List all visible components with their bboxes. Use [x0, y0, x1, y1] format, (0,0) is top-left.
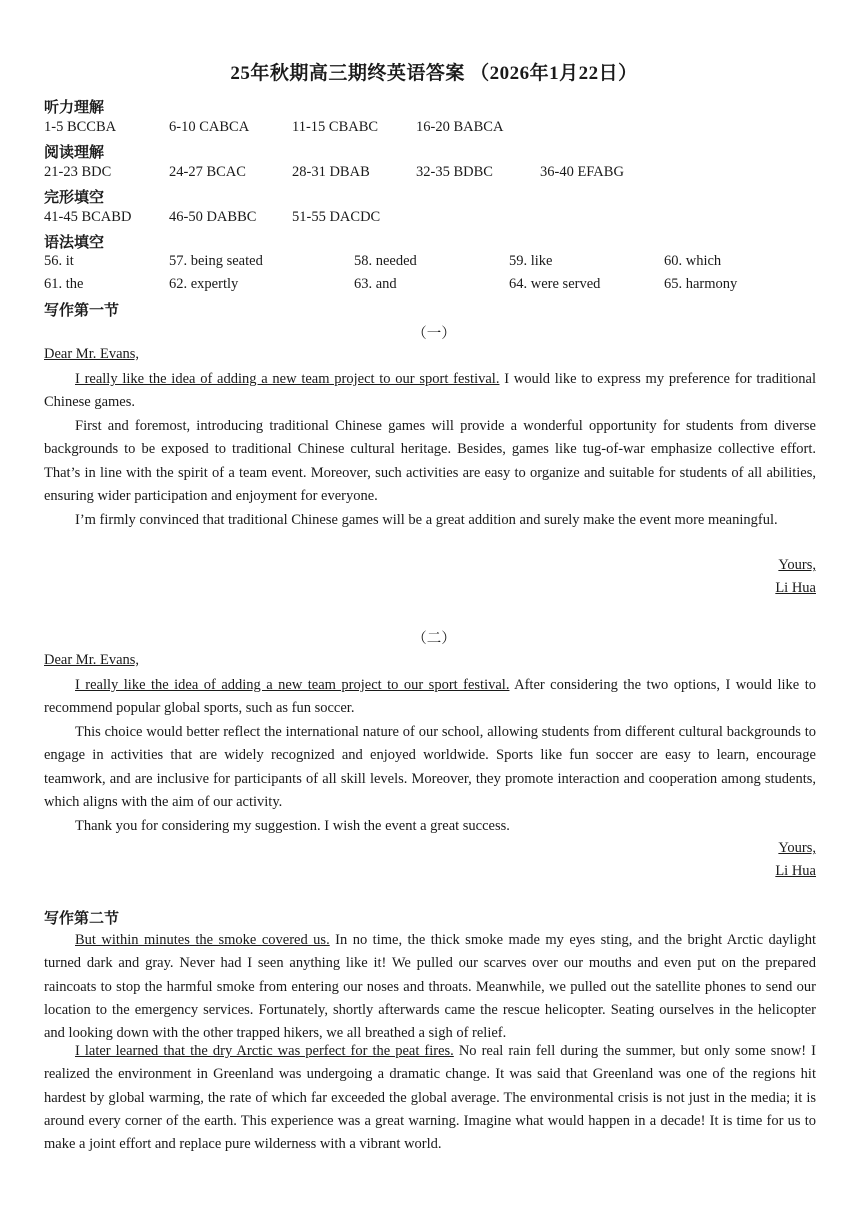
- essay1-greeting: Dear Mr. Evans,: [44, 346, 140, 362]
- writing2-paragraph-1: [44, 929, 816, 1045]
- essay2-greeting: Dear Mr. Evans,: [44, 652, 140, 668]
- essay1-closing: Yours,: [778, 557, 816, 573]
- essay2-signature: Li Hua: [775, 863, 816, 879]
- essay2-closing: Yours,: [778, 840, 816, 856]
- grammar-answer: 57. being seated: [169, 253, 263, 269]
- writing1-heading: 写作第一节: [44, 303, 120, 319]
- grammar-answer: 63. and: [354, 276, 397, 292]
- essay1-paragraph-1: [44, 368, 816, 415]
- cloze-answer: 46-50 DABBC: [169, 209, 257, 225]
- cloze-answer: 51-55 DACDC: [292, 209, 381, 225]
- grammar-heading: 语法填空: [44, 235, 105, 251]
- writing2-paragraph-1-text: In no time, the thick smoke made my eyes sting, and the bright Arctic daylight turned dark and gray. Never had I seen anything like it! We pulled our scarves over our mouths and even put on the prepared raincoats to stop the harmful smoke from entering our noses and throats. Meanwhile, we pulled out the satellite phones to send our location to the emergency services. Fortunately, shortly afterwards came the rescue helicopter. Seating ourselves in the helicopter and looking down with the other trapped hikers, we all breathed a sigh of relief.: [44, 932, 816, 1042]
- writing2-opening-sentence-2: I later learned that the dry Arctic was perfect for the peat fires.: [75, 1043, 454, 1059]
- grammar-answer: 64. were served: [509, 276, 601, 292]
- grammar-answer: 62. expertly: [169, 276, 239, 292]
- reading-heading: 阅读理解: [44, 145, 105, 161]
- cloze-answer: 41-45 BCABD: [44, 209, 132, 225]
- listening-answer: 11-15 CBABC: [292, 119, 379, 135]
- essay2-paragraph-1-text: After considering the two options, I would like to recommend popular global sports, such as fun soccer.: [44, 677, 816, 717]
- essay2-opening-sentence: I really like the idea of adding a new team project to our sport festival.: [75, 677, 510, 693]
- essay1-paragraph-1-text: I would like to express my preference for traditional Chinese games.: [44, 371, 816, 411]
- listening-answer: 1-5 BCCBA: [44, 119, 117, 135]
- listening-heading: 听力理解: [44, 100, 105, 116]
- essay2-marker: （二）: [412, 631, 456, 647]
- essay1-paragraph-3: I’m firmly convinced that traditional Chinese games will be a great addition and surely make the event more meaningful.: [75, 512, 778, 528]
- listening-answer: 6-10 CABCA: [169, 119, 250, 135]
- essay1-signature: Li Hua: [775, 580, 816, 596]
- essay2-paragraph-3: Thank you for considering my suggestion. I wish the event a great success.: [75, 818, 510, 834]
- essay1-marker: （一）: [412, 326, 456, 342]
- listening-answer: 16-20 BABCA: [416, 119, 504, 135]
- reading-answer: 36-40 EFABG: [540, 164, 624, 180]
- writing2-heading: 写作第二节: [44, 911, 120, 927]
- grammar-answer: 56. it: [44, 253, 74, 269]
- grammar-answer: 65. harmony: [664, 276, 738, 292]
- grammar-answer: 58. needed: [354, 253, 417, 269]
- essay1-paragraph-2: First and foremost, introducing traditional Chinese games will provide a wonderful opportunity for students from diverse backgrounds to be exposed to traditional Chinese cultural heritage. Besides, games like tug-of-war emphasize collective effort. That’s in line with the spirit of a team event. Moreover, such activities are easy to organize and suitable for students of all abilities, ensuring wider participation and enjoyment for everyone.: [44, 418, 816, 504]
- reading-answer: 32-35 BDBC: [416, 164, 493, 180]
- reading-answer: 21-23 BDC: [44, 164, 112, 180]
- grammar-answer: 61. the: [44, 276, 84, 292]
- essay2-paragraph-2: This choice would better reflect the international nature of our school, allowing students from different cultural backgrounds to engage in activities that are widely recognized and enjoyed worldwide. Sports like fun soccer are easy to learn, encourage teamwork, and are inclusive for participants of all skill levels. Moreover, they promote interaction and cooperation among students, which aligns with the aim of our activity.: [44, 724, 816, 810]
- grammar-answer: 59. like: [509, 253, 553, 269]
- page-title: 25年秋期高三期终英语答案 （2026年1月22日）: [230, 63, 638, 84]
- essay1-opening-sentence: I really like the idea of adding a new team project to our sport festival.: [75, 371, 500, 387]
- writing2-opening-sentence-1: But within minutes the smoke covered us.: [75, 932, 330, 948]
- cloze-heading: 完形填空: [44, 190, 105, 206]
- essay2-paragraph-1: [44, 674, 816, 721]
- grammar-answer: 60. which: [664, 253, 722, 269]
- reading-answer: 24-27 BCAC: [169, 164, 246, 180]
- writing2-paragraph-2-text: No real rain fell during the summer, but only some snow! I realized the environment in Greenland was undergoing a dramatic change. It was said that Greenland was one of the regions hit hardest by global warming, the rate of which far exceeded the global average. The environmental crisis is not just in the media; it is around every corner of the earth. This experience was a great warning. Imagine what would happen in a decade! It is time for us to make a joint effort and replace pure wilderness with a vibrant world.: [44, 1043, 816, 1153]
- writing2-paragraph-2: [44, 1040, 816, 1156]
- reading-answer: 28-31 DBAB: [292, 164, 370, 180]
